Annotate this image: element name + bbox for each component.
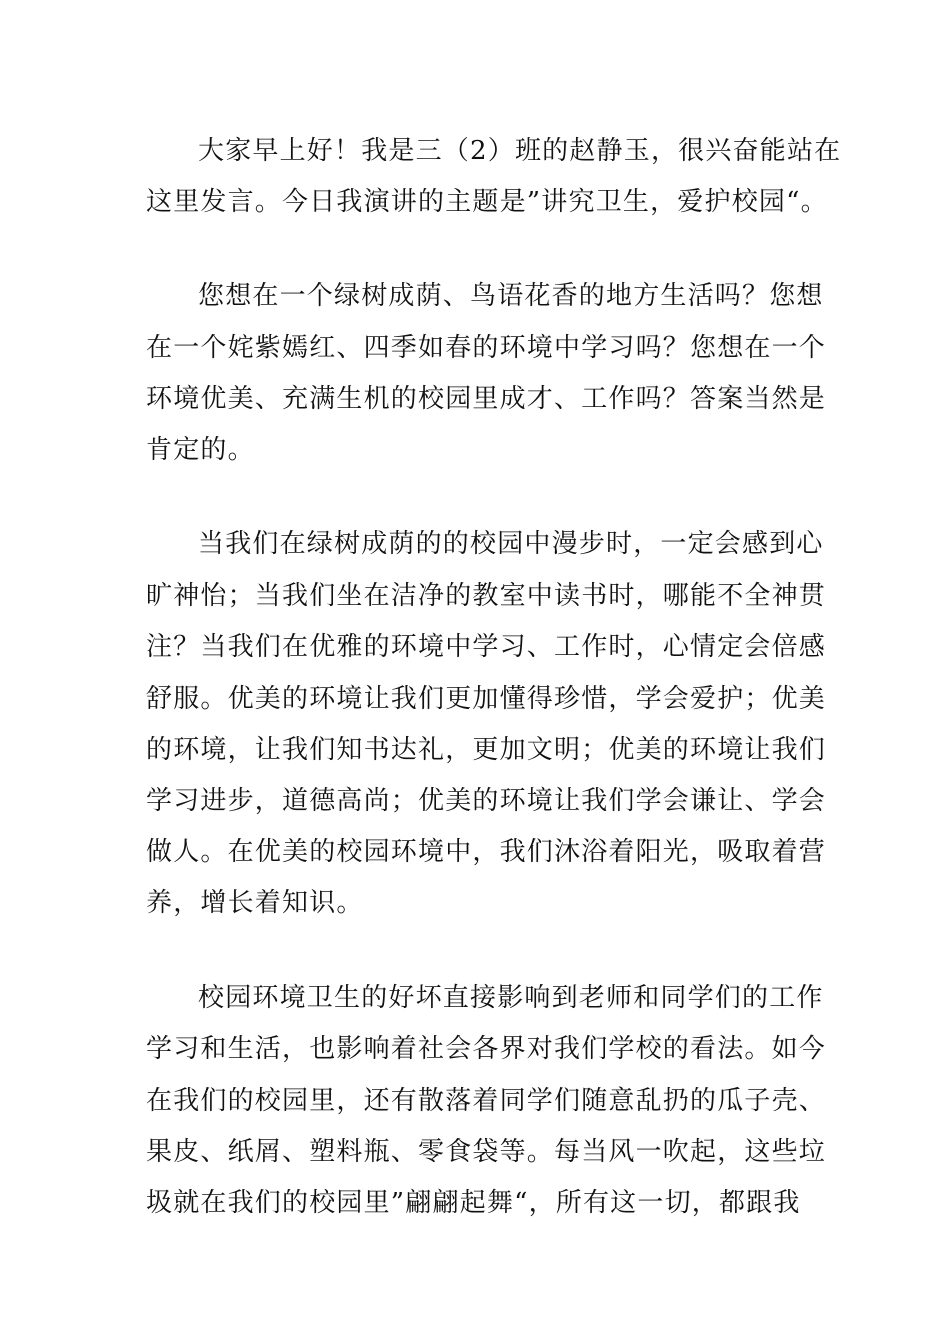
text-line: 这里发言。今日我演讲的主题是”讲究卫生，爱护校园“。 — [146, 187, 828, 217]
text-line: 做人。在优美的校园环境中，我们沐浴着阳光，吸取着营 — [146, 837, 827, 867]
text-line: 学习和生活，也影响着社会各界对我们学校的看法。如今 — [146, 1034, 827, 1064]
text-line: 旷神怡；当我们坐在洁净的教室中读书时，哪能不全神贯 — [146, 581, 827, 611]
text-line: 在我们的校园里，还有散落着同学们随意乱扔的瓜子壳、 — [146, 1086, 827, 1116]
text-line: 果皮、纸屑、塑料瓶、零食袋等。每当风一吹起，这些垃 — [146, 1137, 827, 1167]
text-line: 大家早上好！我是三（2）班的赵静玉，很兴奋能站在 — [198, 136, 842, 166]
text-line: 注？当我们在优雅的环境中学习、工作时，心情定会倍感 — [146, 632, 827, 662]
text-line: 舒服。优美的环境让我们更加懂得珍惜，学会爱护；优美 — [146, 684, 827, 714]
text-line: 环境优美、充满生机的校园里成才、工作吗？答案当然是 — [146, 384, 827, 414]
text-line: 肯定的。 — [146, 435, 255, 465]
text-line: 当我们在绿树成荫的的校园中漫步时，一定会感到心 — [198, 529, 824, 559]
text-line: 学习进步，道德高尚；优美的环境让我们学会谦让、学会 — [146, 786, 827, 816]
text-line: 的环境，让我们知书达礼，更加文明；优美的环境让我们 — [146, 735, 827, 765]
text-line: 养，增长着知识。 — [146, 888, 364, 918]
text-line: 圾就在我们的校园里”翩翩起舞“，所有这一切，都跟我 — [146, 1188, 801, 1218]
text-line: 您想在一个绿树成荫、鸟语花香的地方生活吗？您想 — [198, 281, 824, 311]
text-line: 校园环境卫生的好坏直接影响到老师和同学们的工作 — [198, 983, 824, 1013]
text-line: 在一个姹紫嫣红、四季如春的环境中学习吗？您想在一个 — [146, 333, 827, 363]
